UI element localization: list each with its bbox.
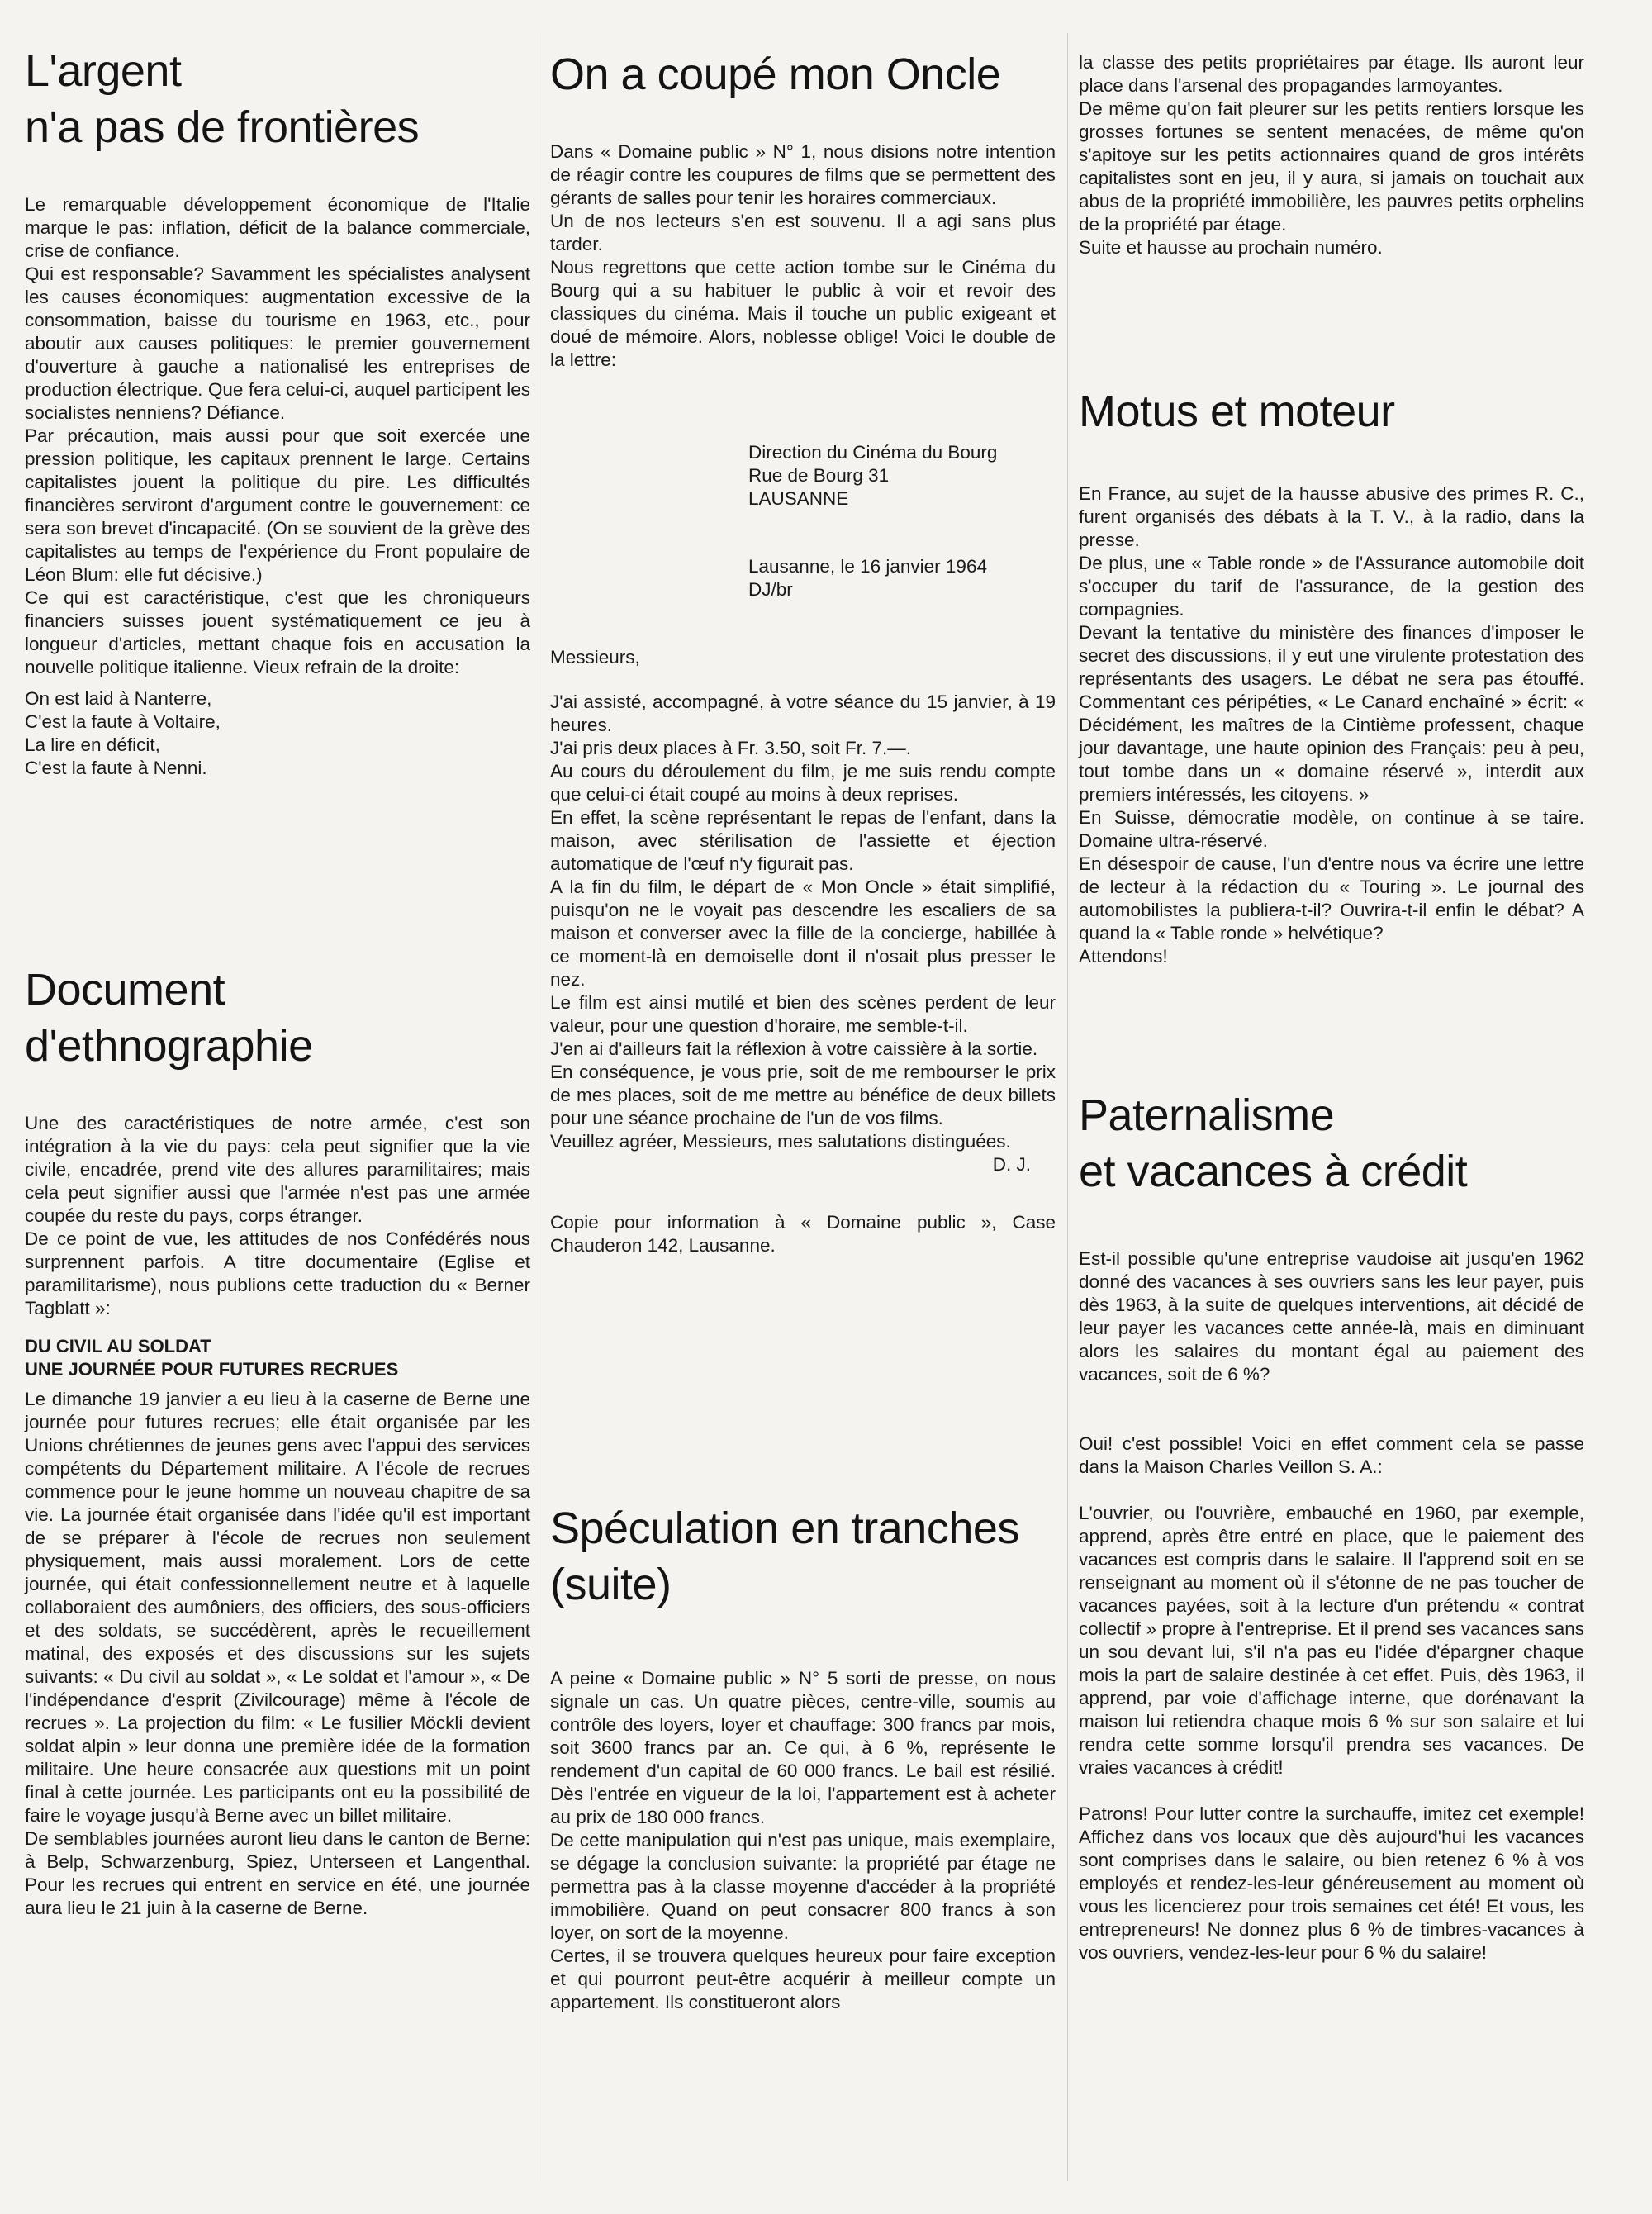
headline-argent: L'argent n'a pas de frontières [25, 46, 420, 152]
column-rule-right [1067, 33, 1068, 2181]
headline-document: Document d'ethnographie [25, 965, 313, 1071]
salutation: Messieurs, [550, 647, 640, 668]
article-paternalisme-body [1079, 1247, 1584, 1965]
paragraph: Ce qui est caractéristique, c'est que les chroniqueurs financiers suisses jouent systématiquement ce jeu à longueur d'articles, mettant chaque fois en accusation la nouvelle politique italienne. Vieux refrain de la droite: [25, 587, 530, 677]
paragraph: Le dimanche 19 janvier a eu lieu à la caserne de Berne une journée pour futures recrues; elle était organisée par les Unions chrétiennes de jeunes gens avec l'appui des services compétents du Département militaire. A l'école de recrues commence pour le jeune homme un nouveau chapitre de sa vie. La journée était organisée dans l'idée qu'il est important de se préparer à l'école de recrues non seulement physiquement, mais aussi moralement. Lors de cette journée, qui était confessionnellement neutre et à laquelle collaboraient des aumôniers, des officiers, des sous-officiers et des soldats, se succédèrent, après le recueillement matinal, des exposés et des discussions sur les sujets suivants: « Du civil au soldat », « Le soldat et l'amour », « De l'indépendance d'esprit (Zivilcourage) même à l'école de recrues ». La projection du film: « Le fusilier Möckli devient soldat alpin » leur donna une première idée de la formation militaire. Une heure consacrée aux questions mit un point final à cette journée. Les participants ont eu la possibilité de faire le voyage jusqu'à Berne avec un billet militaire. [25, 1389, 530, 1826]
article-motus-body [1079, 482, 1584, 968]
headline-speculation: Spéculation en tranches (suite) [550, 1504, 1019, 1609]
paragraph: Au cours du déroulement du film, je me suis rendu compte que celui-ci était coupé au moins à deux reprises. [550, 761, 1056, 805]
article-speculation-continued [1079, 51, 1584, 259]
paragraph: Est-il possible qu'une entreprise vaudoise ait jusqu'en 1962 donné des vacances à ses ouvriers sans les leur payer, puis dès 1963, à la suite de quelques interventions, ait décidé de leur payer les vacances cette année-là, mais en diminuant alors les salaires du montant égal au paiement des vacances, soit de 6 %? [1079, 1248, 1584, 1385]
paragraph: De semblables journées auront lieu dans le canton de Berne: à Belp, Schwarzenburg, Spiez, Unterseen et Langenthal. Pour les recrues qui entrent en service en été, une journée aura lieu le 21 juin à la caserne de Berne. [25, 1828, 530, 1918]
paragraph: En conséquence, je vous prie, soit de me rembourser le prix de mes places, soit de me mettre au bénéfice de deux billets pour une séance prochaine de l'un de vos films. [550, 1062, 1056, 1128]
paragraph: Suite et hausse au prochain numéro. [1079, 237, 1383, 258]
paragraph: Attendons! [1079, 946, 1168, 967]
subheading: UNE JOURNÉE POUR FUTURES RECRUES [25, 1359, 399, 1380]
article-speculation-body [550, 1667, 1056, 2014]
paragraph: Oui! c'est possible! Voici en effet comment cela se passe dans la Maison Charles Veillon S. A.: [1079, 1433, 1584, 1477]
paragraph: En désespoir de cause, l'un d'entre nous va écrire une lettre de lecteur à la rédaction du « Touring ». Le journal des automobilistes la publiera-t-il? Ouvrira-t-il enfin le débat? A quand la « Table ronde » helvétique? [1079, 853, 1584, 943]
paragraph: Un de nos lecteurs s'en est souvenu. Il a agi sans plus tarder. [550, 211, 1056, 254]
paragraph: De plus, une « Table ronde » de l'Assurance automobile doit s'occuper du tarif de l'assurance, de la gestion des compagnies. [1079, 553, 1584, 620]
poem [25, 687, 530, 780]
paragraph: Par précaution, mais aussi pour que soit exercée une pression politique, les capitaux prennent le large. Certains capitalistes jouent la politique du pire. Les difficultés financières serviront d'argument contre le gouvernement: ce sera son brevet d'incapacité. (On se souvient de la grève des capitalistes au temps de l'expérience du Front populaire de Léon Blum: elle fut décisive.) [25, 425, 530, 585]
article-argent-body [25, 193, 530, 780]
paragraph: L'ouvrier, ou l'ouvrière, embauché en 1960, par exemple, apprend, après être entré en place, que le paiement des vacances est compris dans le salaire. Il l'apprend soit en se renseignant au moment où il s'étonne de ne pas toucher de vacances payées, soit à la lecture d'un prétendu « contrat collectif » propre à l'entreprise. Et il prend ses vacances sans un sou devant lui, s'il n'a pas eu l'idée d'épargner chaque mois la part de salaire destinée à cet effet. Puis, dès 1963, il apprend, par voie d'affichage interne, que dorénavant la maison lui retiendra chaque mois 6 % sur son salaire et lui rendra cette somme lorsqu'il prendra ses vacances. De vraies vacances à crédit! [1079, 1503, 1584, 1778]
paragraph: De même qu'on fait pleurer sur les petits rentiers lorsque les grosses fortunes se sentent menacées, de même qu'on s'apitoye sur les petits actionnaires quand de gros intérêts capitalistes sont en jeu, il y aura, si jamais on touchait aux abus de la propriété immobilière, les pauvres petits orphelins de la propriété par étage. [1079, 98, 1584, 235]
article-oncle-body [550, 140, 1056, 372]
paragraph: Une des caractéristiques de notre armée, c'est son intégration à la vie du pays: cela peut signifier que la vie civile, encadrée, prend vite des allures paramilitaires; mais cela peut signifier aussi que l'armée n'est pas une armée coupée du reste du pays, corps étranger. [25, 1113, 530, 1226]
paragraph: J'en ai d'ailleurs fait la réflexion à votre caissière à la sortie. [550, 1038, 1038, 1059]
poem-line: La lire en déficit, [25, 734, 160, 755]
paragraph: J'ai pris deux places à Fr. 3.50, soit Fr. 7.—. [550, 738, 911, 758]
column-1 [25, 0, 530, 2214]
headline-motus: Motus et moteur [1079, 387, 1395, 436]
paragraph: Certes, il se trouvera quelques heureux pour faire exception et qui pourront peut-être acquérir à meilleur compte un appartement. Ils constitueront alors [550, 1946, 1056, 2012]
poem-line: On est laid à Nanterre, [25, 688, 212, 709]
letter-body [550, 646, 1056, 1257]
column-3 [1079, 0, 1584, 2214]
column-2 [550, 0, 1056, 2214]
paragraph: Veuillez agréer, Messieurs, mes salutations distinguées. [550, 1131, 1011, 1152]
subheading: DU CIVIL AU SOLDAT [25, 1336, 211, 1356]
paragraph: Dans « Domaine public » N° 1, nous disions notre intention de réagir contre les coupures de films que se permettent des gérants de salles pour tenir les horaires commerciaux. [550, 141, 1056, 208]
article-document-body [25, 1112, 530, 1920]
paragraph: De ce point de vue, les attitudes de nos Confédérés nous surprennent parfois. A titre documentaire (Eglise et paramilitarisme), nous publions cette traduction du « Berner Tagblatt »: [25, 1228, 530, 1318]
paragraph: Nous regrettons que cette action tombe sur le Cinéma du Bourg qui a su habituer le public à voir et revoir des classiques du cinéma. Mais il touche un public exigeant et doué de mémoire. Alors, noblesse oblige! Voici le double de la lettre: [550, 257, 1056, 370]
headline-paternalisme: Paternalisme et vacances à crédit [1079, 1090, 1468, 1196]
paragraph: En Suisse, démocratie modèle, on continue à se taire. Domaine ultra-réservé. [1079, 807, 1584, 851]
signature: D. J. [992, 1154, 1031, 1175]
paragraph: Copie pour information à « Domaine public », Case Chauderon 142, Lausanne. [550, 1212, 1056, 1256]
paragraph: la classe des petits propriétaires par étage. Ils auront leur place dans l'arsenal des propagandes larmoyantes. [1079, 52, 1584, 96]
paragraph: A peine « Domaine public » N° 5 sorti de presse, on nous signale un cas. Un quatre pièces, centre-ville, soumis au contrôle des loyers, loyer et chauffage: 300 francs par mois, soit 3600 francs par an. Ce qui, à 6 %, représente le rendement d'un capital de 60 000 francs. Le bail est résilié. Dès l'entrée en vigueur de la loi, l'appartement est à acheter au prix de 180 000 francs. [550, 1668, 1056, 1827]
paragraph: Le remarquable développement économique de l'Italie marque le pas: inflation, déficit de la balance commerciale, crise de confiance. [25, 194, 530, 261]
poem-line: C'est la faute à Voltaire, [25, 711, 221, 732]
letter-address: Direction du Cinéma du Bourg Rue de Bourg 31 LAUSANNE [748, 442, 998, 509]
letter-dateline: Lausanne, le 16 janvier 1964 DJ/br [748, 556, 987, 600]
paragraph: Le film est ainsi mutilé et bien des scènes perdent de leur valeur, pour une question d'horaire, me semble-t-il. [550, 992, 1056, 1036]
paragraph: De cette manipulation qui n'est pas unique, mais exemplaire, se dégage la conclusion suivante: la propriété par étage ne permettra pas à la classe moyenne d'accéder à la propriété immobilière. Quand on peut consacrer 800 francs à son loyer, on sort de la moyenne. [550, 1830, 1056, 1943]
paragraph: Patrons! Pour lutter contre la surchauffe, imitez cet exemple! Affichez dans vos locaux que dès aujourd'hui les vacances sont comprises dans le salaire, ou bien retenez 6 % à vos employés et rendez-les-leur généreusement au moment où vous les licencierez pour trois semaines cet été! Et vous, les entrepreneurs! Ne donnez plus 6 % de timbres-vacances à vos ouvriers, vendez-les-leur pour 6 % du salaire! [1079, 1803, 1584, 1963]
paragraph: Qui est responsable? Savamment les spécialistes analysent les causes économiques: augmentation excessive de la consommation, baisse du tourisme en 1963, etc., pour aboutir aux causes politiques: le premier gouvernement d'ouverture à gauche a nationalisé les entreprises de production électrique. Que fera celui-ci, auquel participent les socialistes nenniens? Défiance. [25, 264, 530, 423]
paragraph: En effet, la scène représentant le repas de l'enfant, dans la maison, avec stérilisation de l'assiette et éjection automatique de l'œuf n'y figurait pas. [550, 807, 1056, 874]
paragraph: A la fin du film, le départ de « Mon Oncle » était simplifié, puisqu'on ne le voyait pas descendre les escaliers de sa maison et converser avec la fille de la concierge, habillée à ce moment-là en demoiselle dont il n'osait plus presser le nez. [550, 877, 1056, 990]
poem-line: C'est la faute à Nenni. [25, 758, 207, 778]
paragraph: Devant la tentative du ministère des finances d'imposer le secret des discussions, il y eut une virulente protestation des représentants des usagers. Le débat ne sera pas étouffé. Commentant ces péripéties, « Le Canard enchaîné » écrit: « Décidément, les maîtres de la Cintième professent, chaque jour davantage, une haute opinion des Français: peu à peu, tout tombe dans un « domaine réservé », interdit aux premiers intéressés, les citoyens. » [1079, 622, 1584, 805]
paragraph: J'ai assisté, accompagné, à votre séance du 15 janvier, à 19 heures. [550, 691, 1056, 735]
paragraph: En France, au sujet de la hausse abusive des primes R. C., furent organisés des débats à la T. V., à la radio, dans la presse. [1079, 483, 1584, 550]
headline-oncle: On a coupé mon Oncle [550, 50, 1001, 99]
